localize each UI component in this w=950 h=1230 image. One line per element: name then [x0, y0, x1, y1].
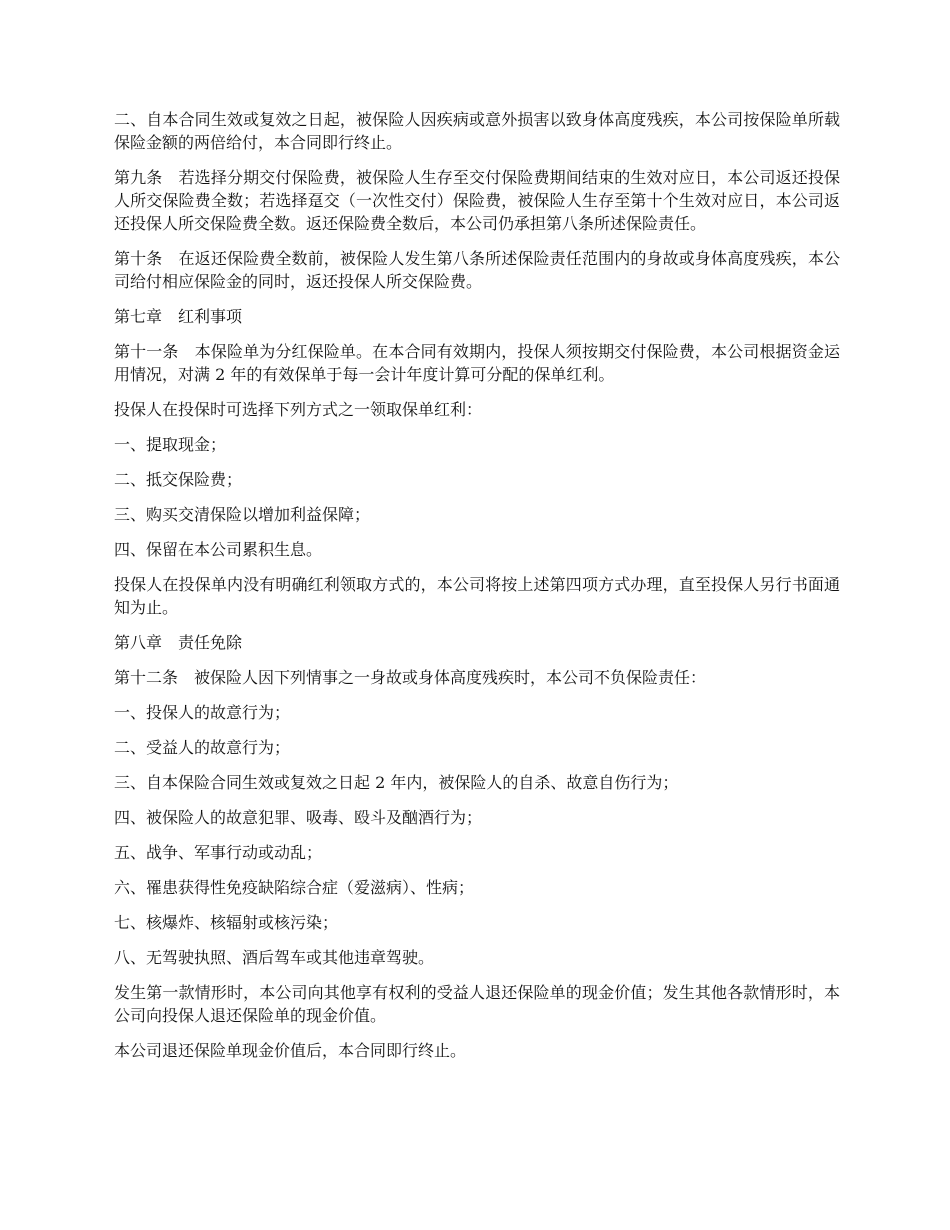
paragraph-default-dividend-option: 投保人在投保单内没有明确红利领取方式的，本公司将按上述第四项方式办理，直至投保人另行书面通知为止。 — [114, 575, 840, 617]
paragraph-article8-clause2: 二、自本合同生效或复效之日起，被保险人因疾病或意外损害以致身体高度残疾，本公司按保险单所载保险金额的两倍给付，本合同即行终止。 — [114, 110, 840, 152]
list-item-exclusion-6: 六、罹患获得性免疫缺陷综合症（爱滋病）、性病； — [114, 878, 475, 897]
document-page — [114, 108, 840, 1074]
list-item-exclusion-5: 五、战争、军事行动或动乱； — [114, 843, 323, 862]
paragraph-article10: 第十条 在返还保险费全数前，被保险人发生第八条所述保险责任范围内的身故或身体高度残疾，本公司给付相应保险金的同时，返还投保人所交保险费。 — [114, 249, 840, 291]
paragraph-dividend-options-intro: 投保人在投保时可选择下列方式之一领取保单红利： — [114, 400, 483, 419]
paragraph-article12: 第十二条 被保险人因下列情事之一身故或身体高度残疾时，本公司不负保险责任： — [114, 668, 707, 687]
chapter8-heading: 第八章 责任免除 — [114, 633, 243, 652]
list-item-dividend-option-1: 一、提取现金； — [114, 435, 227, 454]
paragraph-article9: 第九条 若选择分期交付保险费，被保险人生存至交付保险费期间结束的生效对应日，本公司返还投保人所交保险费全数；若选择趸交（一次性交付）保险费，被保险人生存至第十个生效对应日，本公司返还投保人所交保险费全数。返还保险费全数后，本公司仍承担第八条所述保险责任。 — [114, 168, 840, 233]
list-item-exclusion-8: 八、无驾驶执照、酒后驾车或其他违章驾驶。 — [114, 948, 435, 967]
list-item-exclusion-3: 三、自本保险合同生效或复效之日起 2 年内，被保险人的自杀、故意自伤行为； — [114, 773, 679, 792]
list-item-exclusion-2: 二、受益人的故意行为； — [114, 738, 291, 757]
list-item-dividend-option-2: 二、抵交保险费； — [114, 470, 243, 489]
paragraph-cash-value-refund: 发生第一款情形时，本公司向其他享有权利的受益人退还保险单的现金价值；发生其他各款情形时，本公司向投保人退还保险单的现金价值。 — [114, 983, 840, 1025]
list-item-dividend-option-3: 三、购买交清保险以增加利益保障； — [114, 505, 371, 524]
chapter7-heading: 第七章 红利事项 — [114, 307, 243, 326]
list-item-exclusion-1: 一、投保人的故意行为； — [114, 703, 291, 722]
paragraph-article11: 第十一条 本保险单为分红保险单。在本合同有效期内，投保人须按期交付保险费，本公司根据资金运用情况，对满 2 年的有效保单于每一会计年度计算可分配的保单红利。 — [114, 342, 840, 384]
list-item-dividend-option-4: 四、保留在本公司累积生息。 — [114, 540, 323, 559]
paragraph-contract-termination: 本公司退还保险单现金价值后，本合同即行终止。 — [114, 1041, 467, 1060]
list-item-exclusion-4: 四、被保险人的故意犯罪、吸毒、殴斗及酗酒行为； — [114, 808, 483, 827]
list-item-exclusion-7: 七、核爆炸、核辐射或核污染； — [114, 913, 339, 932]
